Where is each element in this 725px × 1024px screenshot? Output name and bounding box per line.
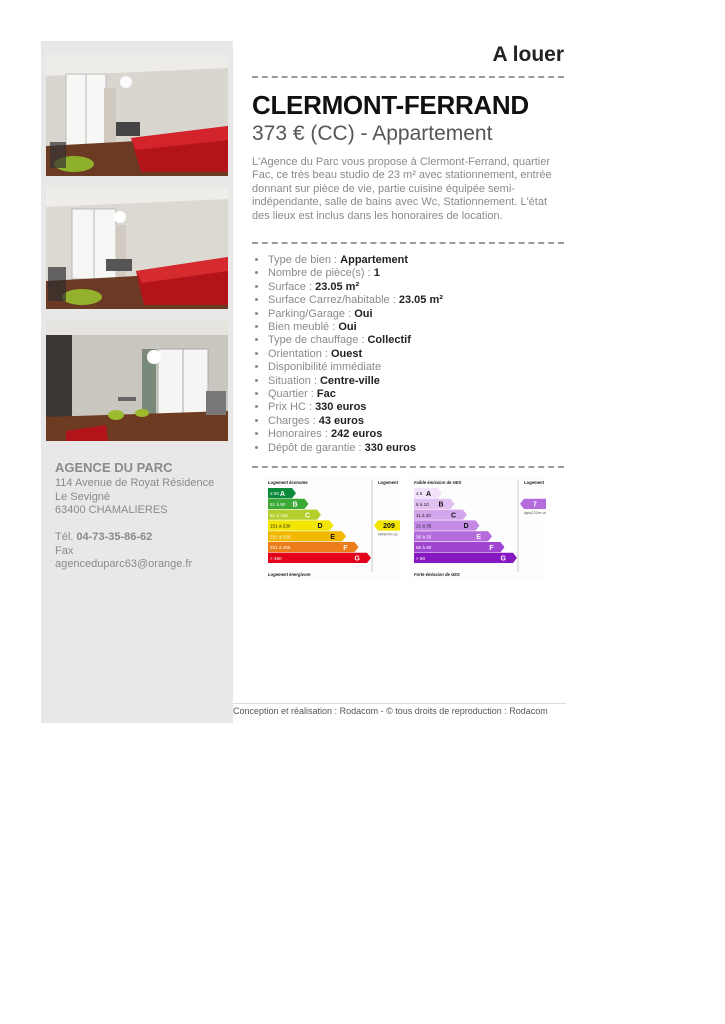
ges-class-range: 21 à 35 (416, 523, 432, 529)
agency-phone (55, 531, 152, 543)
feature-item (268, 442, 443, 455)
feature-label: Bien meublé : (268, 321, 339, 334)
dpe-column-label: Logement (378, 480, 399, 485)
feature-value: Centre-ville (319, 374, 380, 387)
feature-label: Dépôt de garantie : (268, 441, 365, 454)
ges-class-letter: A (425, 490, 431, 498)
feature-value: 330 euros (315, 401, 367, 414)
feature-item (268, 388, 443, 401)
phone-number[interactable]: 04-73-35-86-62 (76, 531, 153, 543)
ges-top-label: Faible émission de GES (414, 480, 462, 485)
ges-class-letter: B (438, 501, 444, 509)
dpe-class-range: 91 à 150 (270, 512, 288, 518)
ges-value: 7 (533, 501, 537, 509)
photo-living-room-1 (46, 54, 228, 176)
feature-item (268, 334, 443, 347)
ges-class-letter: F (489, 544, 494, 552)
feature-item (268, 348, 443, 361)
dpe-value-unit: kWhEP/m².an (378, 532, 398, 537)
ges-class-range: 36 à 55 (416, 534, 432, 540)
ges-class-range: > 80 (416, 556, 426, 561)
feature-label: Prix HC : (268, 401, 316, 414)
agency-email[interactable]: agenceduparc63@orange.fr (55, 558, 193, 570)
ges-class-letter: E (476, 534, 481, 541)
dpe-class-letter: G (354, 555, 360, 563)
feature-value: Ouest (330, 347, 363, 360)
agency-address-line-2: Le Sevigné (55, 491, 111, 503)
footer-divider (233, 703, 566, 704)
feature-label: Situation : (268, 374, 320, 387)
dpe-value: 209 (383, 523, 395, 530)
feature-label: Charges : (268, 414, 319, 427)
divider (252, 466, 564, 468)
features-list (252, 254, 443, 455)
feature-value: 242 euros (330, 428, 383, 441)
feature-label: Orientation : (268, 347, 331, 360)
property-photo-3[interactable] (46, 319, 228, 441)
agency-address-line-1: 114 Avenue de Royat Résidence (55, 477, 215, 489)
feature-value: Collectif (367, 334, 411, 347)
feature-item (268, 321, 443, 334)
footer-credits: Conception et réalisation : Rodacom - © tous droits de reproduction : Rodacom (233, 706, 548, 716)
feature-label: Type de bien : (268, 254, 341, 266)
feature-value: Appartement (340, 254, 409, 266)
feature-value: Oui (338, 321, 357, 334)
dpe-class-range: 51 à 90 (270, 502, 286, 507)
ges-chart (410, 476, 546, 580)
dpe-class-letter: A (279, 490, 285, 498)
feature-value: 1 (373, 267, 380, 280)
feature-label: Surface : (268, 280, 316, 293)
feature-label: Disponibilité immédiate (268, 361, 382, 374)
feature-label: Quartier : (268, 388, 317, 401)
ges-class-range: 11 à 20 (416, 512, 431, 518)
listing-description: L'Agence du Parc vous propose à Clermont-Ferrand, quartier Fac, ce très beau studio de 23 m² avec stationnement, entrée donnant sur pièce de vie, partie cuisine équipée semi-indépendante, salle de bains avec Wc, Stationnement. L'état des lieux est inclus dans les honoraires de location. (252, 156, 552, 222)
feature-value: Fac (316, 388, 336, 401)
dpe-class-letter: E (330, 534, 335, 541)
feature-item (268, 267, 443, 280)
dpe-top-label: Logement économe (268, 480, 308, 485)
feature-value: 23.05 m² (315, 280, 360, 293)
ges-class-letter: G (500, 555, 506, 563)
dpe-class-letter: B (292, 501, 298, 509)
feature-value: 43 euros (318, 414, 364, 427)
agency-address-line-3: 63400 CHAMALIERES (55, 504, 168, 516)
feature-label: Nombre de pièce(s) : (268, 267, 374, 280)
feature-item (268, 361, 443, 374)
feature-label: Honoraires : (268, 428, 331, 441)
feature-item (268, 308, 443, 321)
agency-name: AGENCE DU PARC (55, 460, 173, 475)
ges-bottom-label: Forte émission de GES (414, 572, 460, 577)
feature-item (268, 428, 443, 441)
ges-column-label: Logement (524, 480, 545, 485)
photo-living-room-3 (46, 319, 228, 441)
dpe-class-range: 231 à 330 (270, 534, 291, 540)
feature-item (268, 281, 443, 294)
feature-label: Type de chauffage : (268, 334, 368, 347)
listing-city: CLERMONT-FERRAND (252, 90, 529, 120)
ges-class-range: 6 à 10 (416, 502, 429, 507)
dpe-class-letter: C (304, 512, 310, 520)
feature-value: Oui (354, 307, 373, 320)
property-photo-2[interactable] (46, 187, 228, 309)
property-photo-1[interactable] (46, 54, 228, 176)
ges-class-letter: C (450, 512, 456, 520)
energy-performance-charts (264, 476, 546, 580)
feature-item (268, 415, 443, 428)
listing-type-tag: A louer (492, 43, 564, 66)
dpe-class-range: ≤ 50 (270, 491, 279, 497)
dpe-class-range: 151 à 230 (270, 523, 291, 529)
phone-label: Tél. (55, 531, 77, 543)
photo-living-room-2 (46, 187, 228, 309)
agency-fax: Fax (55, 545, 74, 557)
feature-label: Parking/Garage : (268, 307, 355, 320)
dpe-chart (264, 476, 402, 580)
dpe-class-range: 331 à 450 (270, 545, 291, 551)
feature-value: 330 euros (364, 441, 416, 454)
dpe-class-letter: D (317, 523, 323, 531)
feature-value: 23.05 m² (398, 294, 443, 307)
divider (252, 76, 564, 78)
feature-label: Surface Carrez/habitable : (268, 294, 399, 307)
feature-item (268, 294, 443, 307)
dpe-class-range: > 450 (270, 556, 282, 561)
ges-value-unit: kgéqCO2/m².an (524, 511, 546, 515)
dpe-bottom-label: Logement énergivore (268, 572, 311, 577)
dpe-class-letter: F (343, 544, 348, 552)
feature-item (268, 401, 443, 414)
agency-sidebar (41, 41, 233, 723)
feature-item (268, 375, 443, 388)
divider (252, 242, 564, 244)
feature-item (268, 254, 443, 267)
listing-price: 373 € (CC) - Appartement (252, 122, 493, 145)
ges-class-letter: D (463, 523, 469, 531)
ges-class-range: ≤ 5 (416, 491, 423, 497)
ges-class-range: 56 à 80 (416, 545, 432, 551)
